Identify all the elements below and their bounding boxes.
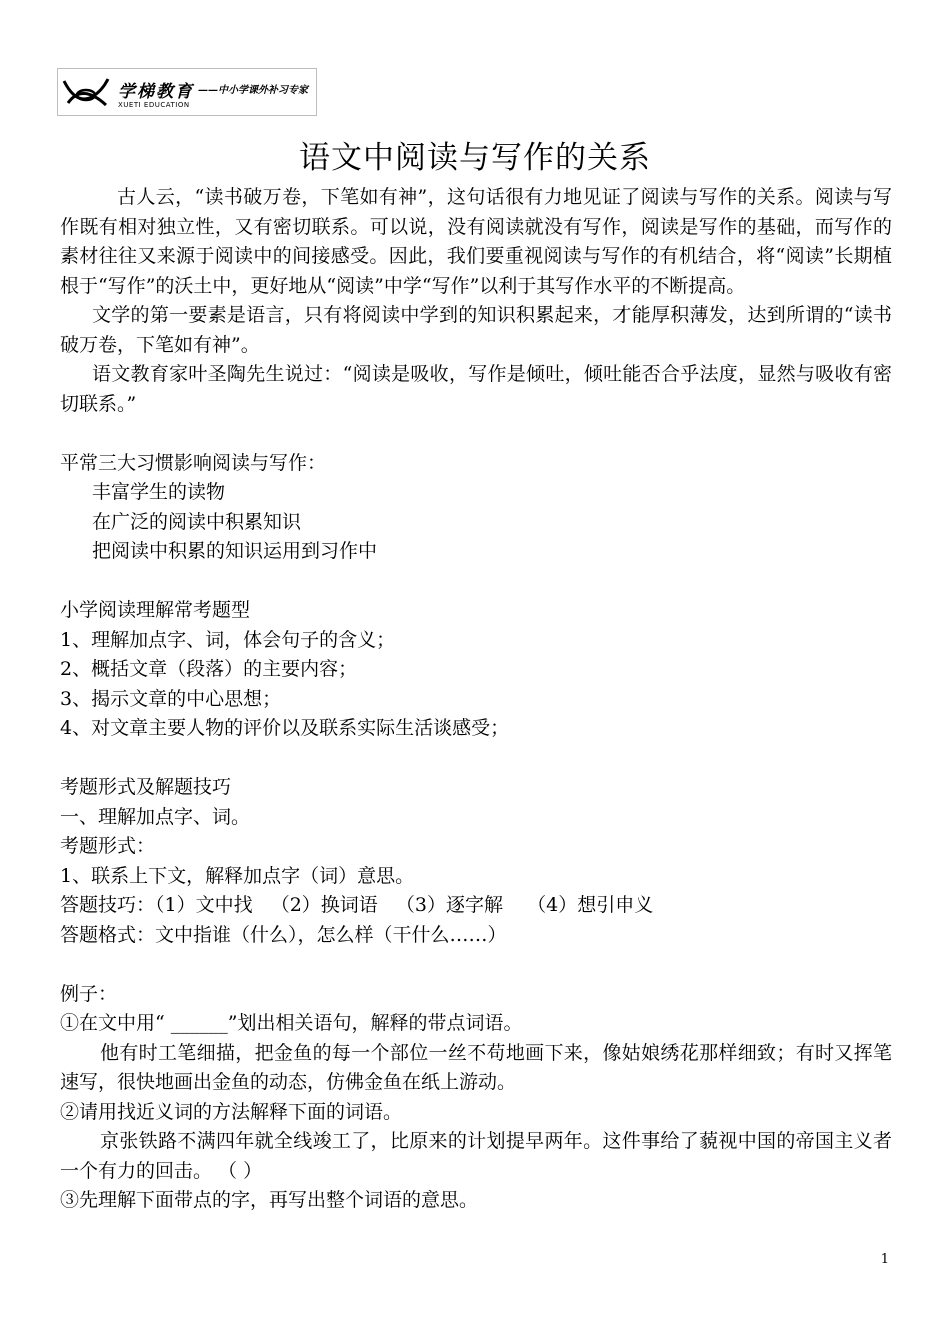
section-heading: 一、理解加点字、词。 xyxy=(60,805,251,828)
example-question-2: ②请用找近义词的方法解释下面的词语。 xyxy=(60,1100,403,1123)
company-logo xyxy=(57,68,317,116)
habit-item: 丰富学生的读物 xyxy=(92,481,226,503)
example-passage-1: 他有时工笔细描，把金鱼的每一个部位一丝不苟地画下来，像姑娘绣花那样细致；有时又挥笔速写，很快地画出金鱼的动态，仿佛金鱼在纸上游动。 xyxy=(60,1041,892,1093)
habit-item: 在广泛的阅读中积累知识 xyxy=(92,510,302,533)
intro-paragraph-1: 古人云，“读书破万卷，下笔如有神”，这句话很有力地见证了阅读与写作的关系。阅读与写作既有相对独立性，又有密切联系。可以说，没有阅读就没有写作，阅读是写作的基础，而写作的素材往往又来源于阅读中的间接感受。因此，我们要重视阅读与写作的有机结合，将“阅读”长期植根于“写作”的沃土中，更好地从“阅读”中学“写作”以利于其写作水平的不断提高。 xyxy=(60,186,892,297)
swoosh-logo-icon xyxy=(62,75,112,111)
question-types-heading: 小学阅读理解常考题型 xyxy=(60,599,251,621)
example-question-1: ①在文中用“ ______”划出相关语句，解释的带点词语。 xyxy=(60,1012,523,1034)
answer-tips: 答题技巧：（1）文中找 （2）换词语 （3）逐字解 （4）想引申义 xyxy=(60,894,654,916)
logo-brand: 学梯教育 xyxy=(118,82,194,102)
answer-format: 答题格式：文中指谁（什么），怎么样（干什么……） xyxy=(60,923,507,946)
form-label: 考题形式： xyxy=(60,835,156,857)
document-body xyxy=(60,183,892,1216)
example-passage-2: 京张铁路不满四年就全线竣工了，比原来的计划提早两年。这件事给了藐视中国的帝国主义者一个有力的回击。 （ ） xyxy=(60,1130,892,1182)
question-type-item: 4、对文章主要人物的评价以及联系实际生活谈感受； xyxy=(60,717,510,739)
habit-item: 把阅读中积累的知识运用到习作中 xyxy=(92,540,378,562)
logo-tagline: ——中小学课外补习专家 xyxy=(198,85,308,96)
form-item: 1、联系上下文，解释加点字（词）意思。 xyxy=(60,864,415,887)
forms-heading: 考题形式及解题技巧 xyxy=(60,776,232,798)
examples-heading: 例子： xyxy=(60,982,118,1005)
habits-heading: 平常三大习惯影响阅读与写作： xyxy=(60,451,327,474)
intro-paragraph-3: 语文教育家叶圣陶先生说过：“阅读是吸收，写作是倾吐，倾吐能否合乎法度，显然与吸收有密切联系。” xyxy=(60,363,892,415)
question-type-item: 3、揭示文章的中心思想； xyxy=(60,687,282,710)
page-number: 1 xyxy=(880,1252,889,1267)
intro-paragraph-2: 文学的第一要素是语言，只有将阅读中学到的知识积累起来，才能厚积薄发，达到所谓的“读书破万卷，下笔如有神”。 xyxy=(60,304,892,356)
example-question-3: ③先理解下面带点的字，再写出整个词语的意思。 xyxy=(60,1189,479,1211)
document-title: 语文中阅读与写作的关系 xyxy=(299,140,651,176)
question-type-item: 2、概括文章（段落）的主要内容； xyxy=(60,658,358,680)
logo-subtitle: XUETI EDUCATION xyxy=(118,101,190,109)
question-type-item: 1、理解加点字、词，体会句子的含义； xyxy=(60,628,396,651)
